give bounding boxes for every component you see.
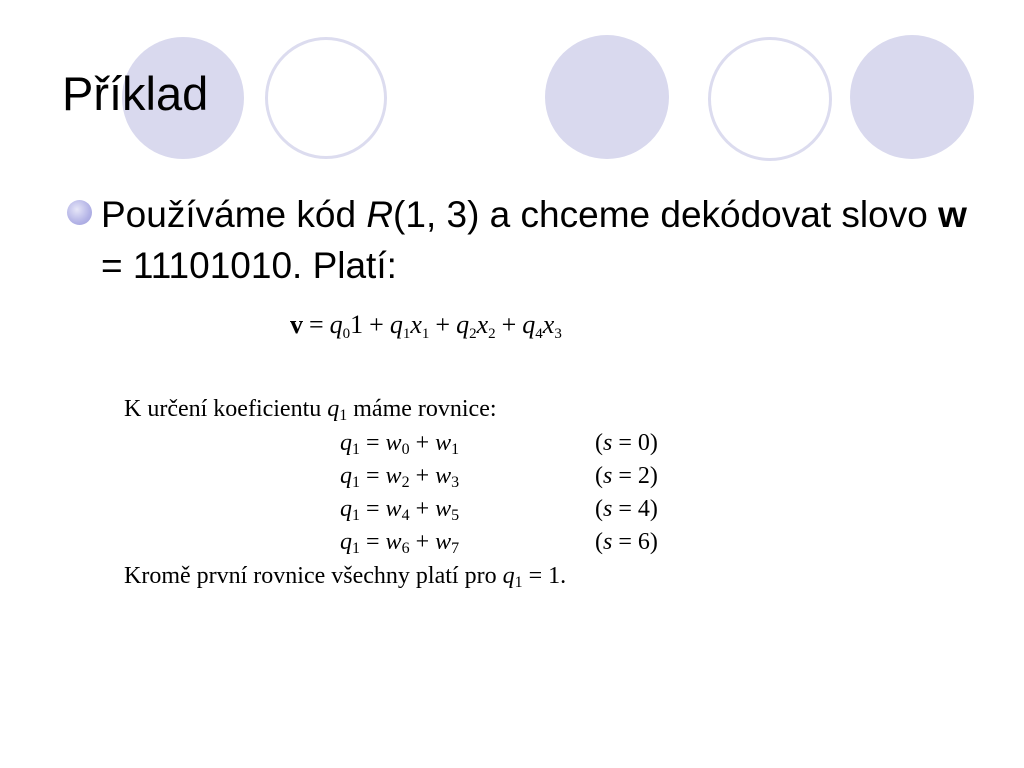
intro-text [124, 393, 497, 425]
eq-term: w [385, 529, 402, 555]
eq-term: s [603, 430, 613, 456]
eq-term: s [603, 463, 613, 489]
equation-v [290, 308, 562, 342]
eq-operator: = [309, 310, 324, 339]
code-symbol: R [366, 194, 394, 235]
eq-paren: ( [595, 463, 603, 489]
intro-text-part: máme rovnice: [347, 396, 497, 422]
eq-operator: = [360, 529, 386, 555]
eq-subscript: 4 [535, 326, 543, 342]
eq-term: 1 [350, 310, 364, 339]
eq-term: v [290, 310, 303, 339]
eq-operator: + [369, 310, 384, 339]
eq-term: q [329, 310, 343, 339]
eq-subscript: 2 [488, 326, 496, 342]
equation-condition [595, 430, 658, 456]
decorative-circle-filled [850, 35, 974, 159]
eq-term: w [385, 430, 402, 456]
closing-variable: q [502, 563, 515, 589]
eq-subscript: 0 [401, 441, 410, 458]
equation-lhs [340, 526, 595, 558]
equation-lhs [340, 427, 595, 459]
eq-subscript: 2 [401, 474, 410, 491]
eq-subscript: 1 [421, 326, 430, 342]
eq-condition-value: = 6) [612, 529, 658, 555]
eq-subscript: 3 [554, 326, 562, 342]
eq-paren: ( [595, 529, 603, 555]
slide-title: Příklad [62, 67, 209, 120]
eq-term: q [340, 529, 352, 555]
eq-subscript: 2 [469, 326, 477, 342]
eq-term: s [603, 529, 613, 555]
eq-condition-value: = 4) [612, 496, 658, 522]
intro-subscript: 1 [339, 407, 348, 424]
eq-subscript: 1 [352, 441, 360, 458]
closing-text-part: Kromě první rovnice všechny platí pro [124, 563, 503, 589]
closing-text-part: = 1. [522, 563, 567, 589]
eq-operator: + [409, 463, 436, 489]
equation-row [340, 460, 658, 492]
eq-term: q [340, 430, 352, 456]
eq-term: w [435, 529, 452, 555]
eq-operator: + [501, 310, 517, 339]
eq-paren: ( [595, 430, 603, 456]
eq-term: s [603, 496, 613, 522]
eq-subscript: 6 [401, 540, 410, 557]
bullet-text [101, 189, 981, 291]
eq-operator: + [409, 496, 436, 522]
eq-term: q [456, 310, 470, 339]
eq-operator: = [360, 463, 386, 489]
equation-lhs [340, 460, 595, 492]
equation-condition [595, 529, 658, 555]
eq-term: w [435, 496, 452, 522]
eq-subscript: 3 [451, 474, 460, 491]
eq-subscript: 1 [352, 474, 360, 491]
bullet-icon [67, 200, 92, 225]
bullet-text-part: (1, 3) a chceme dekódovat slovo [393, 194, 939, 235]
eq-operator: + [409, 529, 436, 555]
closing-subscript: 1 [514, 574, 523, 591]
eq-subscript: 0 [342, 326, 351, 342]
eq-subscript: 1 [451, 441, 460, 458]
eq-term: q [340, 463, 352, 489]
eq-operator: = [360, 496, 386, 522]
eq-term: q [340, 496, 352, 522]
eq-term: x [410, 310, 422, 339]
decorative-circle-filled [545, 35, 669, 159]
eq-subscript: 7 [451, 540, 460, 557]
eq-subscript: 1 [402, 326, 411, 342]
intro-variable: q [327, 396, 340, 422]
eq-term: x [476, 310, 489, 339]
equation-row [340, 427, 658, 459]
intro-text-part: K určení koeficientu [124, 396, 328, 422]
eq-term: w [435, 430, 452, 456]
closing-text [124, 560, 566, 592]
eq-subscript: 1 [352, 507, 360, 524]
eq-condition-value: = 0) [612, 430, 658, 456]
eq-subscript: 1 [352, 540, 360, 557]
decorative-circle-outline [265, 37, 387, 159]
eq-condition-value: = 2) [612, 463, 658, 489]
eq-term: w [385, 463, 402, 489]
eq-operator: + [435, 310, 451, 339]
eq-subscript: 5 [451, 507, 460, 524]
equation-row [340, 526, 658, 558]
equation-lhs [340, 493, 595, 525]
eq-subscript: 4 [401, 507, 410, 524]
decorative-circle-outline [708, 37, 832, 161]
eq-term: x [542, 310, 555, 339]
eq-operator: = [360, 430, 386, 456]
word-symbol: w [938, 194, 967, 235]
eq-operator: + [409, 430, 436, 456]
equation-condition [595, 496, 658, 522]
eq-term: w [435, 463, 452, 489]
eq-term: q [522, 310, 536, 339]
bullet-text-part: = 11101010. Platí: [101, 245, 397, 286]
bullet-text-part: Používáme kód [101, 194, 367, 235]
eq-term: w [385, 496, 402, 522]
eq-paren: ( [595, 496, 603, 522]
eq-term: q [389, 310, 403, 339]
equation-condition [595, 463, 658, 489]
equation-row [340, 493, 658, 525]
